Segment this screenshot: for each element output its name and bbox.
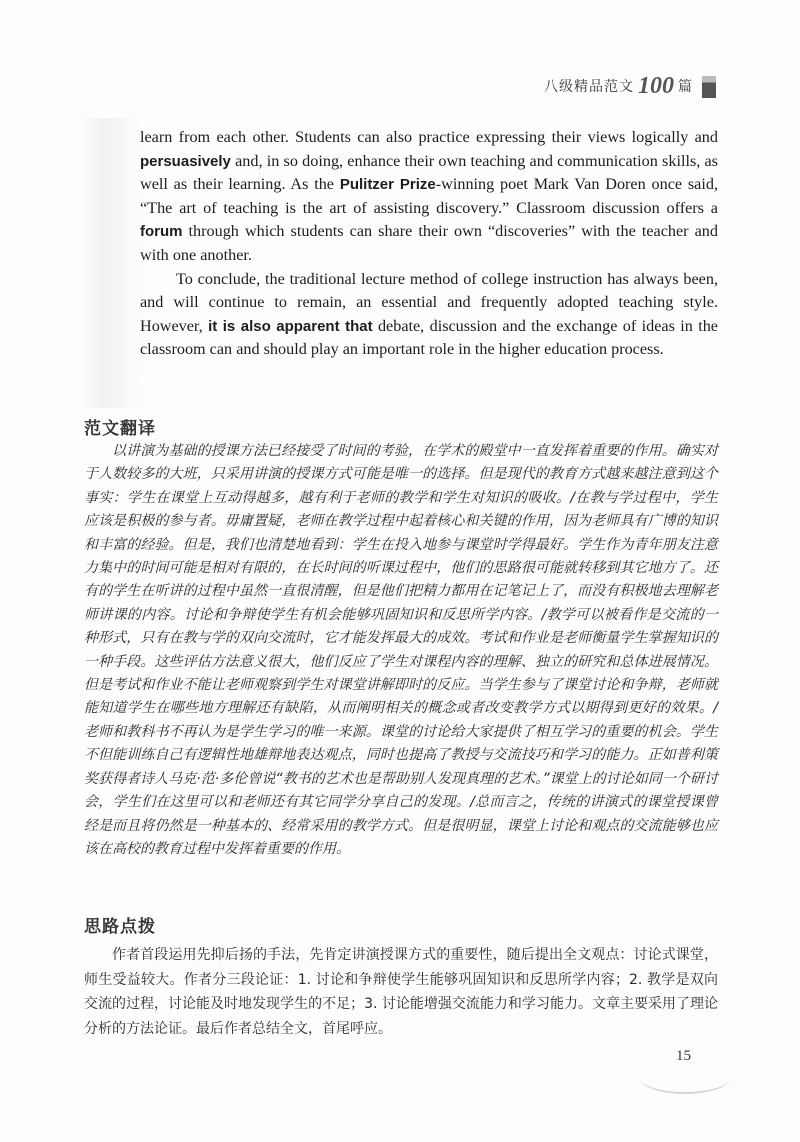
english-paragraph-1: learn from each other. Students can also practice expressing their views logically and persuasively and, in so doing, enhance their own teaching and communication skills, as well as their learning. As the Pulitzer Prize-winning poet Mark Van Doren once said, “The art of teaching is the art of assisting discovery.” Classroom discussion offers a forum through which students can share their own “discoveries” with the teacher and with one another. bbox=[140, 128, 719, 264]
header-number: 100 bbox=[638, 73, 674, 99]
english-essay bbox=[140, 126, 718, 362]
english-paragraph-2: To conclude, the traditional lecture method of college instruction has always been, and will continue to remain, an essential and frequently adopted teaching style. However, it is also apparent that debate, discussion and the exchange of ideas in the classroom can and should play an important role in the higher education process. bbox=[140, 269, 718, 359]
tips-heading: 思路点拨 bbox=[84, 917, 156, 937]
page-gutter-shadow bbox=[80, 118, 140, 408]
running-header bbox=[544, 72, 716, 98]
translation-text: 以讲演为基础的授课方法已经接受了时间的考验，在学术的殿堂中一直发挥着重要的作用。确实对于人数较多的大班，只采用讲演的授课方式可能是唯一的选择。但是现代的教育方式越来越注意到这个事实：学生在课堂上互动得越多，越有利于老师的教学和学生对知识的吸收。/在教与学过程中，学生应该是积极的参与者。毋庸置疑，老师在教学过程中起着核心和关键的作用，因为老师具有广博的知识和丰富的经验。但是，我们也清楚地看到：学生在投入地参与课堂时学得最好。学生作为青年朋友注意力集中的时间可能是相对有限的，在长时间的听课过程中，他们的思路很可能就转移到其它地方了。还有的学生在听讲的过程中虽然一直很清醒，但是他们把精力都用在记笔记上了，而没有积极地去理解老师讲课的内容。讨论和争辩使学生有机会能够巩固知识和反思所学内容。/教学可以被看作是交流的一种形式，只有在教与学的双向交流时，它才能发挥最大的成效。考试和作业是老师衡量学生掌握知识的一种手段。这些评估方法意义很大，他们反应了学生对课程内容的理解、独立的研究和总体进展情况。但是考试和作业不能让老师观察到学生对课堂讲解即时的反应。当学生参与了课堂讨论和争辩，老师就能知道学生在哪些地方理解还有缺陷，从而阐明相关的概念或者改变教学方式以期得到更好的效果。/老师和教科书不再认为是学生学习的唯一来源。课堂的讨论给大家提供了相互学习的重要的机会。学生不但能训练自己有逻辑性地雄辩地表达观点，同时也提高了教授与交流技巧和学习的能力。正如普利策奖获得者诗人马克·范·多伦曾说“教书的艺术也是帮助别人发现真理的艺术。”课堂上的讨论如同一个研讨会，学生们在这里可以和老师还有其它同学分享自己的发现。/总而言之，传统的讲演式的课堂授课曾经是而且将仍然是一种基本的、经常采用的教学方式。但是很明显，课堂上讨论和观点的交流能够也应该在高校的教育过程中发挥着重要的作用。 bbox=[84, 443, 718, 857]
tips-text: 作者首段运用先抑后扬的手法，先肯定讲演授课方式的重要性，随后提出全文观点：讨论式课堂，师生受益较大。作者分三段论证：1. 讨论和争辩使学生能够巩固知识和反思所学内容；2. 教学是双向交流的过程，讨论能及时地发现学生的不足；3. 讨论能增强交流能力和学习能力。文章主要采用了理论分析的方法论证。最后作者总结全文，首尾呼应。 bbox=[84, 947, 718, 1037]
header-book-title: 八级精品范文 bbox=[544, 79, 634, 95]
page-number-arc bbox=[640, 1062, 730, 1094]
page-number: 15 bbox=[676, 1048, 691, 1064]
header-block-mark bbox=[702, 76, 716, 98]
bold-phrase: Pulitzer Prize bbox=[339, 176, 436, 194]
bold-phrase: forum bbox=[140, 223, 183, 241]
bold-phrase: it is also apparent that bbox=[208, 317, 373, 335]
bold-phrase: persuasively bbox=[140, 152, 231, 170]
header-suffix: 篇 bbox=[678, 79, 692, 95]
translation-heading: 范文翻译 bbox=[84, 419, 156, 439]
